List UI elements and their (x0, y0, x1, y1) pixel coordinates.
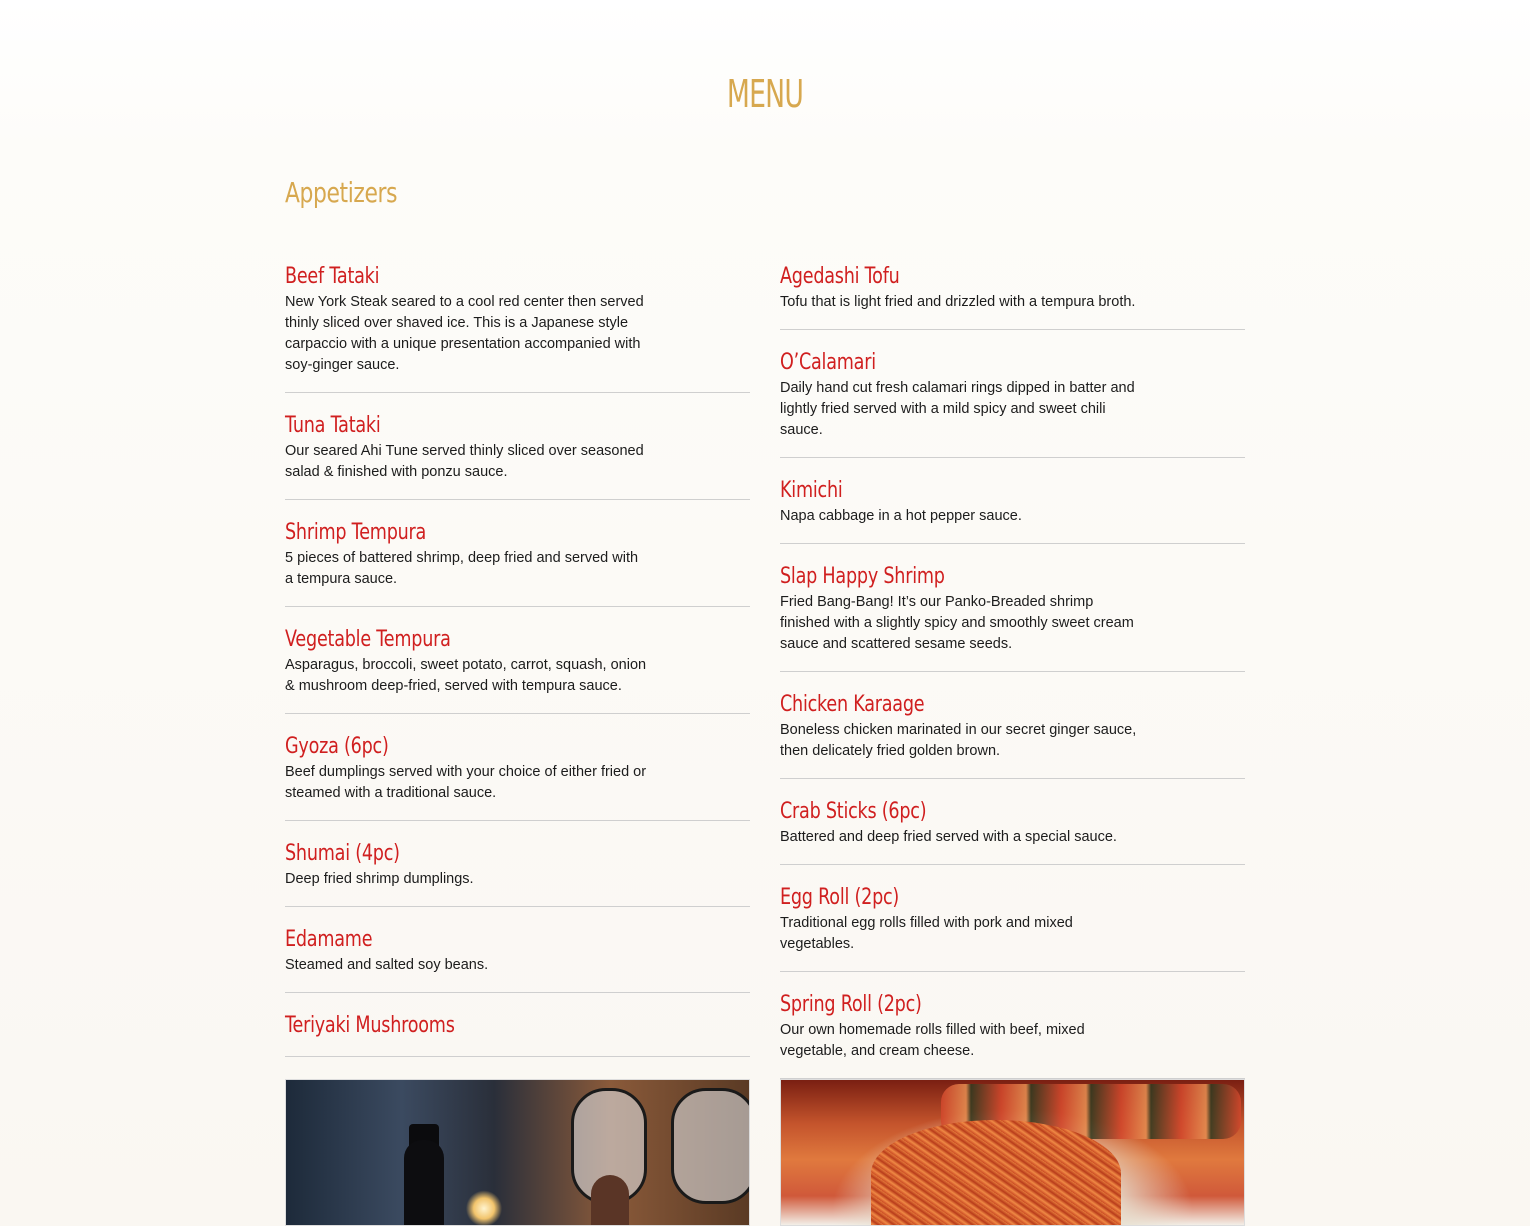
menu-item-name: Kimichi (780, 478, 843, 503)
menu-item (780, 563, 1245, 672)
menu-item (780, 991, 1245, 1079)
menu-item-name: Shrimp Tempura (285, 520, 427, 545)
menu-item-description: Beef dumplings served with your choice of either fried or steamed with a traditional sauce. (285, 764, 647, 801)
menu-item-name: Vegetable Tempura (285, 627, 451, 652)
menu-item-description: Asparagus, broccoli, sweet potato, carrot, squash, onion & mushroom deep-fried, served with tempura sauce. (285, 657, 647, 694)
section-title-appetizers: Appetizers (285, 176, 398, 209)
menu-item (285, 840, 750, 907)
menu-item-description: Boneless chicken marinated in our secret ginger sauce, then delicately fried golden brown. (780, 722, 1137, 759)
menu-item (285, 1012, 750, 1057)
menu-item-name: Crab Sticks (6pc) (780, 799, 927, 824)
menu-item (780, 691, 1245, 779)
menu-item-description: Our own homemade rolls filled with beef, mixed vegetable, and cream cheese. (780, 1022, 1085, 1059)
menu-item (285, 926, 750, 993)
menu-item-description: Napa cabbage in a hot pepper sauce. (780, 508, 1022, 524)
menu-item-description: Tofu that is light fried and drizzled with a tempura broth. (780, 294, 1136, 310)
crispy-onion-topping (871, 1120, 1121, 1226)
menu-item (780, 798, 1245, 865)
menu-item-description: Deep fried shrimp dumplings. (285, 871, 474, 887)
menu-item-name: Gyoza (6pc) (285, 734, 389, 759)
chef-teppanyaki-photo (285, 1079, 750, 1226)
menu-item-name: Tuna Tataki (285, 413, 381, 438)
menu-item-name: Agedashi Tofu (780, 264, 900, 289)
menu-item (285, 626, 750, 714)
page-title: MENU (726, 72, 804, 116)
menu-item (285, 733, 750, 821)
menu-item (285, 263, 750, 393)
menu-item (285, 412, 750, 500)
menu-item (780, 884, 1245, 972)
menu-item-description: Our seared Ahi Tune served thinly sliced over seasoned salad & finished with ponzu sauce. (285, 443, 644, 480)
menu-column-right (780, 263, 1245, 1098)
menu-item-description: Fried Bang-Bang! It’s our Panko-Breaded shrimp finished with a slightly spicy and smoothly sweet cream sauce and scattered sesame seeds. (780, 594, 1134, 652)
menu-item-name: Slap Happy Shrimp (780, 564, 945, 589)
menu-item (780, 477, 1245, 544)
sushi-dish-photo (780, 1079, 1245, 1226)
diner-figure (591, 1175, 629, 1226)
menu-item-name: Chicken Karaage (780, 692, 925, 717)
menu-item-name: Teriyaki Mushrooms (285, 1013, 455, 1038)
menu-item-description: New York Steak seared to a cool red center then served thinly sliced over shaved ice. This is a Japanese style carpaccio with a unique presentation accompanied with soy-ginger sauce. (285, 294, 644, 373)
menu-item-name: Shumai (4pc) (285, 841, 400, 866)
chef-figure (404, 1140, 444, 1226)
round-window-decor (671, 1088, 750, 1204)
menu-item-description: 5 pieces of battered shrimp, deep fried and served with a tempura sauce. (285, 550, 639, 587)
menu-item-description: Daily hand cut fresh calamari rings dipped in batter and lightly fried served with a mild spicy and sweet chili sauce. (780, 380, 1135, 438)
grill-flame (466, 1190, 502, 1226)
menu-item-description: Steamed and salted soy beans. (285, 957, 489, 973)
menu-item-name: Egg Roll (2pc) (780, 885, 900, 910)
menu-item-name: Beef Tataki (285, 264, 380, 289)
menu-item-description: Traditional egg rolls filled with pork and mixed vegetables. (780, 915, 1073, 952)
menu-item (780, 349, 1245, 458)
menu-item-name: O’Calamari (780, 350, 876, 375)
menu-column-left (285, 263, 750, 1076)
menu-item-name: Edamame (285, 927, 373, 952)
menu-item-description: Battered and deep fried served with a special sauce. (780, 829, 1117, 845)
menu-item-name: Spring Roll (2pc) (780, 992, 922, 1017)
menu-item (780, 263, 1245, 330)
menu-item (285, 519, 750, 607)
